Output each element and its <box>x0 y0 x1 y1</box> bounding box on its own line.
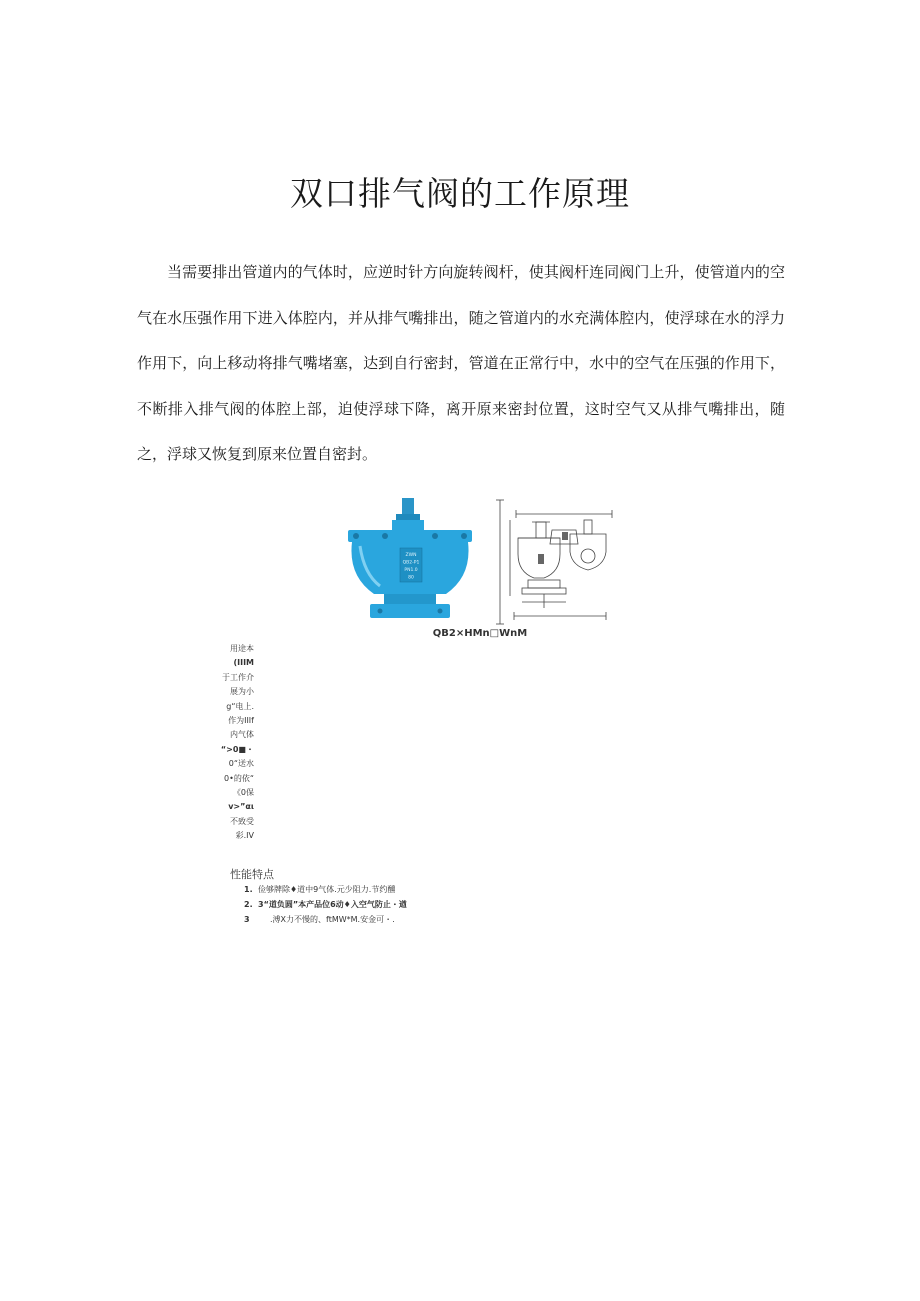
feature-text: .溥X力不慢的、ftMW*M.安金可・. <box>270 915 395 924</box>
usage-line: 不致受 <box>230 816 254 826</box>
features-heading: 性能特点 <box>230 868 274 881</box>
intro-paragraph: 当需要排出管道内的气体时，应逆时针方向旋转阀杆，使其阀杆连同阀门上升，使管道内的空气在水压强作用下进入体腔内，并从排气嘴排出，随之管道内的水充满体腔内，使浮球在水的浮力作用下，向上移动将排气嘴堵塞，达到自行密封，管道在正常行中，水中的空气在压强的作用下，不断排入排气阀的体腔上部，迫使浮球下降，离开原来密封位置，这时空气又从排气嘴排出，随之，浮球又恢复到原来位置自密封。 <box>137 263 785 463</box>
valve-figure <box>340 496 620 646</box>
valve-dimension-drawing <box>488 496 618 628</box>
usage-line: 0“送水 <box>228 759 254 769</box>
feature-number: 2. <box>244 900 253 909</box>
feature-item <box>244 882 407 897</box>
usage-line: 作为IIIf <box>228 716 254 726</box>
usage-line: 用途本 <box>230 644 254 653</box>
feature-text: 俭够牌除♦道中9气体.元少阻力.节约醺 <box>258 885 396 894</box>
usage-line: “>0■・ <box>220 744 254 754</box>
usage-line: 彩.IV <box>235 831 254 841</box>
valve-plate-text: QB2-P1 <box>402 560 420 566</box>
usage-line: 《0保 <box>232 788 254 798</box>
page-title: 双口排气阀的工作原理 <box>290 174 630 213</box>
usage-line: (IIIM <box>233 658 254 668</box>
valve-photo <box>340 496 480 626</box>
usage-line: 内气体 <box>230 730 254 740</box>
valve-plate-text: 80 <box>408 575 414 581</box>
features-list <box>244 882 407 927</box>
usage-line: 0•的依“ <box>224 773 254 783</box>
figure-caption: QB2×HMn□WnM <box>432 628 528 639</box>
feature-item <box>244 897 407 912</box>
usage-line: g“电上. <box>226 701 254 711</box>
feature-number: 1. <box>244 885 253 894</box>
usage-line: 展为小 <box>230 687 254 697</box>
feature-item <box>244 912 407 927</box>
valve-plate-text: ZWN <box>405 553 417 558</box>
usage-line: v>”αι <box>228 802 254 812</box>
usage-line: 于工作介 <box>222 672 254 682</box>
usage-column <box>200 642 254 844</box>
valve-plate-text: PN1.0 <box>404 568 418 573</box>
feature-text: 3“道负圆”本产品位6动♦入空气防止・遒 <box>258 900 407 909</box>
feature-number: 3 <box>244 915 250 924</box>
